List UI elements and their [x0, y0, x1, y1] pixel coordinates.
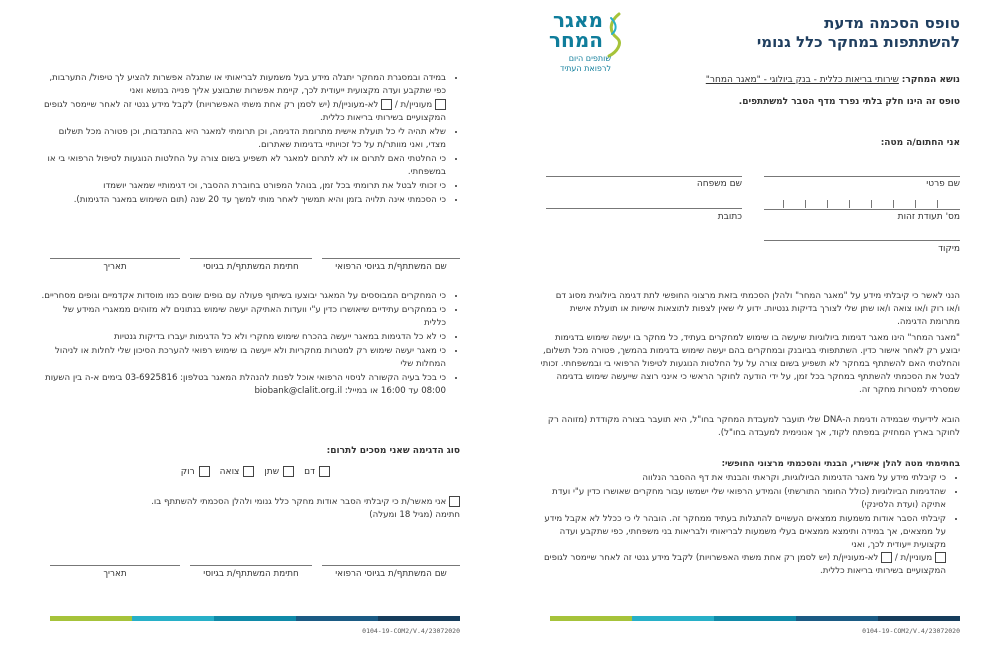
intro-paragraph: הנני לאשר כי קיבלתי מידע על "מאגר המחר" ולהלן הסכמתי בזאת מרצוני החופשי לתת דגימה ביולוגית מסוג דם ו/או רוק ו/או צואה ו/או שתן שלי לצורך בדיקות גנטיות. ידוע לי שאין לצפות לתוצאות אישיות או תועלת אישית מתרומת הדגימה.	[555, 291, 960, 327]
purpose-paragraph: "מאגר המחר" הינו מאגר דגימות ביולוגיות שיעשה בו שימוש למחקרים בעתיד, כל מחקר בו יעשה שימוש בדגימות יבוצע רק לאחר אישור כדין. השתתפותי בביובנק ובמחקרים בהם יעשה שימוש בדגימות בהמשך, פטורה מכל תשלום, והחלטתי האם להשתתף במחקר לא תשפיע בשום צורה על על החלטות הנוגעות לטיפול הרפואי בי ובמשפחתי. זכותי לבטל את הסכמתי להשתתף במחקר בכל זמן, על ידי הודעה לחוקר הראשי כי אינני רוצה שייעשה שימוש בדגימה שמסרתי למטרות מחקר זה.	[540, 333, 960, 395]
sample-saliva-label: רוק	[180, 466, 195, 477]
bullet-item	[40, 331, 446, 344]
checkbox-stool[interactable]	[243, 466, 254, 477]
bar-segment	[214, 616, 296, 621]
logo-name-line: המחר	[549, 28, 603, 52]
last-name-label: שם משפחה	[696, 179, 742, 189]
address-field[interactable]	[546, 208, 742, 209]
footer-code: 0104-19-COM2/V.4/23072020	[862, 627, 960, 635]
confirm-bullets	[540, 472, 960, 579]
signature-date-field[interactable]	[50, 258, 180, 272]
signature-date-label: תאריך	[103, 569, 127, 579]
bullet-text: כי זכותי לבטל את תרומתי בכל זמן, בנוהל המפורט בחוברת ההסבר, וכי דגימותיי שמאגר יושמדו	[103, 181, 446, 191]
bullet-text: כי החלטתי האם לתרום או לא לתרום למאגר לא תשפיע בשום צורה על החלטות הנוגעות לטיפול הרפואי בי או במשפחתי.	[47, 154, 446, 177]
sample-saliva[interactable]	[181, 466, 210, 477]
address-label: כתובת	[717, 212, 742, 222]
footer-color-bar	[50, 616, 460, 621]
bullet-item	[40, 194, 446, 207]
integral-note: טופס זה הינו חלק בלתי נפרד מדף הסבר למשתתפים.	[738, 97, 960, 107]
logo-mark-icon	[605, 12, 623, 58]
checkbox-saliva[interactable]	[199, 466, 210, 477]
checkbox-final-consent[interactable]	[449, 496, 460, 507]
logo-name	[545, 10, 603, 50]
signature-sign-field[interactable]	[190, 565, 312, 579]
bullet-text: במידה ובמסגרת המחקר יתגלה מידע בעל משמעות לבריאותי או שתגלה אפשרות להציע לך טיפול/ התערבות, כפי שתקבע ועדה מקצועית ייעודית לכך, קיימת אפשרות שתבוצע אליך פנייה בנושא ואני	[49, 73, 446, 96]
consent-options: מעוניין/ת / לא-מעוניין/ת (יש לסמן רק אחת משתי האפשרויות) לקבל מידע גנטי זה לאחר שיימסר לגופים המקצועיים בשירותי בריאות כללית.	[43, 100, 446, 123]
checkbox-not-interested[interactable]	[881, 552, 892, 563]
bullet-item	[40, 153, 446, 179]
donation-title: סוג הדגימה שאני מסכים לתרום:	[326, 446, 460, 456]
bar-segment	[878, 616, 960, 621]
signature-date-field[interactable]	[50, 565, 180, 579]
first-name-field[interactable]	[764, 176, 960, 177]
bullet-text: כי קיבלתי מידע על מאגר הדגימות הביולוגיות, וקראתי והבנתי את דף ההסבר הנלווה	[642, 473, 946, 483]
id-line	[764, 209, 960, 210]
bullet-item	[540, 513, 946, 578]
bullet-text: כי המחקרים המבוססים על המאגר יבוצעו בשיתוף פעולה עם גופים שונים כמו מוסדות אקדמיים וגופים מסחריים.	[41, 291, 446, 301]
id-tick	[783, 200, 784, 208]
bullet-text: כי לא כל הדגימות במאגר ייעשה בהכרח שימוש מחקרי ולא כל הדגימות יעברו בדיקות גנטיות	[113, 332, 446, 342]
consent-page-1	[510, 0, 1000, 665]
title-line: להשתתפות במחקר כלל גנומי	[756, 33, 960, 51]
logo-tag-line: שותפים היום	[568, 54, 611, 63]
bar-segment	[632, 616, 714, 621]
bullet-item	[40, 290, 446, 303]
bullet-text: כי בכל בעיה הקשורה לניסוי הרפואי אוכל לפנות להנהלת המאגר בטלפון: 03-6925816 בימים א-ה בין השעות 08:00 עד 16:00 או במייל: biobank@clalit.org.il	[45, 373, 446, 396]
logo-tag-line: לרפואת העתיד	[559, 64, 611, 73]
research-subject	[540, 74, 960, 86]
subject-label: נושא המחקר:	[901, 75, 960, 85]
id-tick	[871, 200, 872, 208]
bar-segment	[714, 616, 796, 621]
sample-urine[interactable]	[264, 466, 294, 477]
final-consent-text: אני מאשר/ת כי קיבלתי הסבר אודות מחקר כלל גנומי ולהלן הסכמתי להשתתף בו.	[151, 497, 447, 507]
checkbox-urine[interactable]	[283, 466, 294, 477]
bullets-top	[40, 72, 460, 208]
option-interested: מעוניין/ת	[900, 553, 933, 563]
page-title	[700, 14, 960, 52]
signature-name-label: שם המשתתף/ת בגיוסי הרפואי	[335, 569, 447, 579]
id-tick	[827, 200, 828, 208]
bullet-text: שהדגימות הביולוגיות (כולל החומר התורשתי) והמידע הרפואי שלי ישמשו עבור מחקרים שאושרו כדין ע"י ועדת אתיקה (ועדת הלסינקי)	[552, 487, 946, 510]
signature-sign-label: חתימת המשתתף/ת בגיוסי	[203, 262, 299, 272]
sample-blood[interactable]	[304, 466, 330, 477]
consent-page-2	[0, 0, 490, 665]
signature-sign-label: חתימת המשתתף/ת בגיוסי	[203, 569, 299, 579]
bullet-item	[40, 72, 446, 125]
checkbox-interested[interactable]	[435, 99, 446, 110]
bar-segment	[132, 616, 214, 621]
zip-field[interactable]	[764, 240, 960, 241]
bullet-item	[40, 180, 446, 193]
dna-paragraph: הובא לידיעתי שבמידה ודגימת ה-DNA שלי תועבר למעבדת המחקר בחו"ל, היא תועבר בצורה מקודדת (מזוהה רק לחוקר בארץ המחזיק במפתח לקוד, אך אנונימית למעבדה בחו"ל).	[547, 415, 960, 438]
signature-row-1	[50, 258, 460, 278]
sample-type-options	[181, 466, 330, 477]
signature-row-2	[50, 565, 460, 585]
id-tick	[893, 200, 894, 208]
bullet-item	[540, 472, 946, 485]
signature-date-label: תאריך	[103, 262, 127, 272]
last-name-field[interactable]	[546, 176, 742, 177]
option-interested: מעוניין/ת	[400, 100, 433, 110]
logo	[545, 10, 625, 75]
signature-name-field[interactable]	[322, 258, 460, 272]
signature-name-label: שם המשתתף/ת בגיוסי הרפואי	[335, 262, 447, 272]
subject-value: שירותי בריאות כללית - בנק ביולוגי - "מאגר המחר"	[705, 75, 899, 85]
bar-segment	[296, 616, 378, 621]
id-tick	[937, 200, 938, 208]
logo-name-line: מאגר	[552, 8, 603, 32]
checkbox-blood[interactable]	[319, 466, 330, 477]
bar-segment	[378, 616, 460, 621]
checkbox-interested[interactable]	[935, 552, 946, 563]
option-not-interested: לא-מעוניין/ת (יש לסמן רק אחת משתי האפשרויות) לקבל מידע גנטי זה לאחר שיימסר לגופים המקצועיים בשירותי בריאות כללית.	[543, 553, 946, 576]
id-tick	[915, 200, 916, 208]
bar-segment	[50, 616, 132, 621]
sample-stool-label: צואה	[219, 466, 240, 477]
id-number-label: מס' תעודת זהות	[897, 212, 960, 222]
id-tick	[849, 200, 850, 208]
undersigned-label: אני החתום/ה מטה:	[880, 138, 960, 148]
id-tick	[805, 200, 806, 208]
sample-urine-label: שתן	[264, 466, 280, 477]
footer-color-bar	[550, 616, 960, 621]
title-line: טופס הסכמה מדעת	[824, 14, 960, 32]
consent-options: מעוניין/ת / לא-מעוניין/ת (יש לסמן רק אחת משתי האפשרויות) לקבל מידע גנטי זה לאחר שיימסר לגופים המקצועיים בשירותי בריאות כללית.	[543, 553, 946, 576]
signature-name-field[interactable]	[322, 565, 460, 579]
bullets-mid	[40, 290, 460, 399]
bullet-text: כי הסכמתי אינה תלויה בזמן והיא תמשיך לאחר מותי למשך עד 20 שנה (תום השימוש במאגר הדגימות).	[73, 195, 446, 205]
option-not-interested: לא-מעוניין/ת (יש לסמן רק אחת משתי האפשרויות) לקבל מידע גנטי זה לאחר שיימסר לגופים המקצועיים בשירותי בריאות כללית.	[43, 100, 446, 123]
first-name-label: שם פרטי	[926, 179, 960, 189]
bar-segment	[796, 616, 878, 621]
zip-label: מיקוד	[938, 244, 960, 254]
confirm-heading: בחתימתי מטה להלן אישורי, הבנתי והסכמתי מרצוני החופשי:	[721, 459, 960, 469]
bullet-item	[40, 345, 446, 371]
final-consent	[40, 496, 460, 522]
bullet-item	[40, 372, 446, 398]
bar-segment	[550, 616, 632, 621]
bullet-item	[40, 304, 446, 330]
sample-stool[interactable]	[220, 466, 255, 477]
footer-code: 0104-19-COM2/V.4/23072020	[362, 627, 460, 635]
bullet-text: קיבלתי הסבר אודות משמעות ממצאים העשויים להתגלות בעתיד ממחקר זה. הובהר לי כי ככלל לא אקבל מידע על ממצאים, אך במידה ותימצא ממצאים בעלי משמעות לבריאותי ולבריאות בני משפחתי, כפי שתקבע ועדה מקצועית ייעודית לכך, ואני	[544, 514, 946, 550]
bullet-text: כי מאגר יעשה שימוש רק למטרות מחקריות ולא ייעשה בו שימוש רפואי להערכת הסיכון שלי לחלות או לניהול המחלות שלי	[55, 346, 446, 369]
checkbox-not-interested[interactable]	[381, 99, 392, 110]
id-number-field[interactable]	[764, 200, 960, 210]
sample-blood-label: דם	[304, 466, 315, 477]
bullet-text: כי במחקרים עתידיים שיאושרו כדין ע"י וועדות האתיקה יעשה שימוש בנתונים לא מזוהים ממאגרי המידע של כללית	[62, 305, 446, 328]
final-sign-note: חתימה (מגיל 18 ומעלה)	[369, 510, 460, 520]
signature-sign-field[interactable]	[190, 258, 312, 272]
bullet-item	[540, 486, 946, 512]
bullet-item	[40, 126, 446, 152]
logo-tagline	[545, 54, 611, 74]
bullet-text: שלא תהיה לי כל תועלת אישית מתרומת הדגימה, וכן תרומתי למאגר היא בהתנדבות, וכן פטורה מכל תשלום מצדי, ואני מוותר/ת על כל זכויותיי בדגימות שאתרום.	[58, 127, 446, 150]
